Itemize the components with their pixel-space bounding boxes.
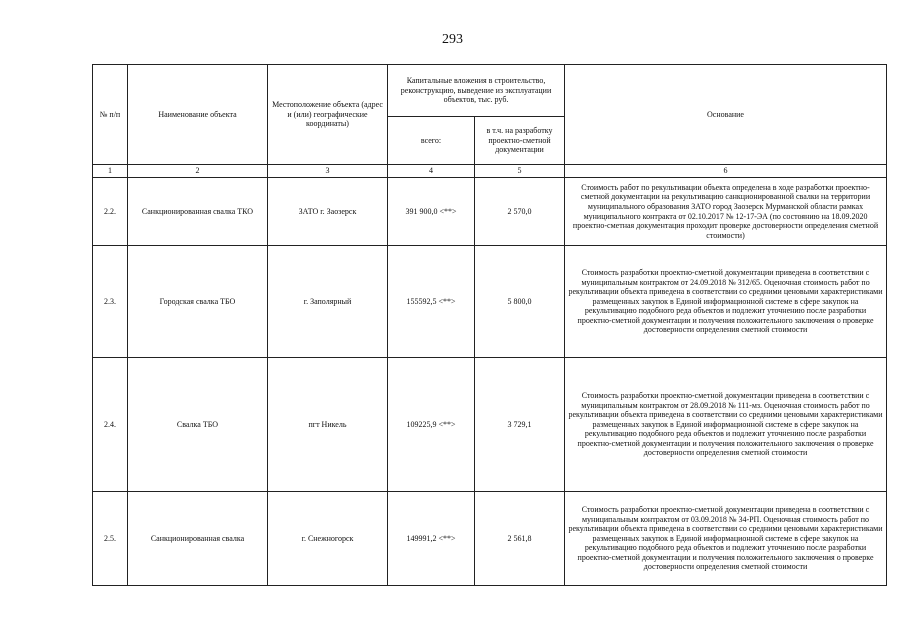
- header-num: № п/п: [93, 65, 128, 165]
- row-num: 2.2.: [93, 178, 128, 246]
- row-design: 2 570,0: [475, 178, 565, 246]
- row-basis: Стоимость работ по рекультивации объекта определена в ходе разработки проектно-сметной документации на рекультивацию санкционированной свалки на территории муниципального образования ЗАТО город Заозерск Мурманской области рамках муниципального контракта от 02.10.2017 № 12-17-ЭА (по состоянию на 18.09.2020 проектно-сметная документация проходит проверке достоверности определения сметной стоимости): [565, 178, 887, 246]
- row-name: Санкционированная свалка ТКО: [128, 178, 268, 246]
- row-location: г. Снежногорск: [268, 492, 388, 586]
- row-basis: Стоимость разработки проектно-сметной документации приведена в соответствии с муниципальным контрактом от 03.09.2018 № 34-РП. Оценочная стоимость работ по рекультивации объекта приведена в соответствии со средними ценовыми характеристиками размещенных закупок в Единой информационной системе в сфере закупок на рекультивацию подобного реда объектов и подлежит уточнению после разработки проектно-сметной документации и получения положительного заключения о проверке достоверности определения сметной стоимости: [565, 492, 887, 586]
- column-number: 6: [565, 165, 887, 178]
- header-design: в т.ч. на разработку проектно-сметной документации: [475, 117, 565, 165]
- table-row: [93, 358, 887, 492]
- row-total: 391 900,0 <**>: [388, 178, 475, 246]
- column-number: 2: [128, 165, 268, 178]
- column-number: 1: [93, 165, 128, 178]
- table-row: [93, 246, 887, 358]
- column-number: 5: [475, 165, 565, 178]
- row-basis: Стоимость разработки проектно-сметной документации приведена в соответствии с муниципальным контрактом от 28.09.2018 № 111-мз. Оценочная стоимость работ по рекультивации объекта приведена в соответствии со средними ценовыми характеристиками размещенных закупок в Единой информационной системе в сфере закупок на рекультивацию подобного реда объектов и подлежит уточнению после разработки проектно-сметной документации и получения положительного заключения о проверке достоверности определения сметной стоимости: [565, 358, 887, 492]
- row-design: 3 729,1: [475, 358, 565, 492]
- table-row: [93, 492, 887, 586]
- header-name: Наименование объекта: [128, 65, 268, 165]
- row-name: Городская свалка ТБО: [128, 246, 268, 358]
- row-basis: Стоимость разработки проектно-сметной документации приведена в соответствии с муниципальным контрактом от 24.09.2018 № 312/65. Оценочная стоимость работ по рекультивации объекта приведена в соответствии со средними ценовыми характеристиками размещенных закупок в Единой информационной системе в сфере закупок на рекультивацию подобного реда объектов и подлежит уточнению после разработки проектно-сметной документации и получения положительного заключения о проверке достоверности определения сметной стоимости: [565, 246, 887, 358]
- row-num: 2.4.: [93, 358, 128, 492]
- column-numbers-row: [93, 165, 887, 178]
- page-number: 293: [442, 32, 463, 47]
- row-name: Свалка ТБО: [128, 358, 268, 492]
- header-capital: Капитальные вложения в строительство, реконструкцию, выведение из эксплуатации объектов, тыс. руб.: [388, 65, 565, 117]
- row-num: 2.3.: [93, 246, 128, 358]
- row-total: 109225,9 <**>: [388, 358, 475, 492]
- header-total: всего:: [388, 117, 475, 165]
- objects-table: [92, 64, 887, 586]
- header-location: Местоположение объекта (адрес и (или) географические координаты): [268, 65, 388, 165]
- row-location: пгт Никель: [268, 358, 388, 492]
- row-total: 149991,2 <**>: [388, 492, 475, 586]
- row-location: ЗАТО г. Заозерск: [268, 178, 388, 246]
- row-design: 5 800,0: [475, 246, 565, 358]
- row-location: г. Заполярный: [268, 246, 388, 358]
- row-total: 155592,5 <**>: [388, 246, 475, 358]
- column-number: 4: [388, 165, 475, 178]
- row-num: 2.5.: [93, 492, 128, 586]
- row-name: Санкционированная свалка: [128, 492, 268, 586]
- header-basis: Основание: [565, 65, 887, 165]
- column-number: 3: [268, 165, 388, 178]
- row-design: 2 561,8: [475, 492, 565, 586]
- table-row: [93, 178, 887, 246]
